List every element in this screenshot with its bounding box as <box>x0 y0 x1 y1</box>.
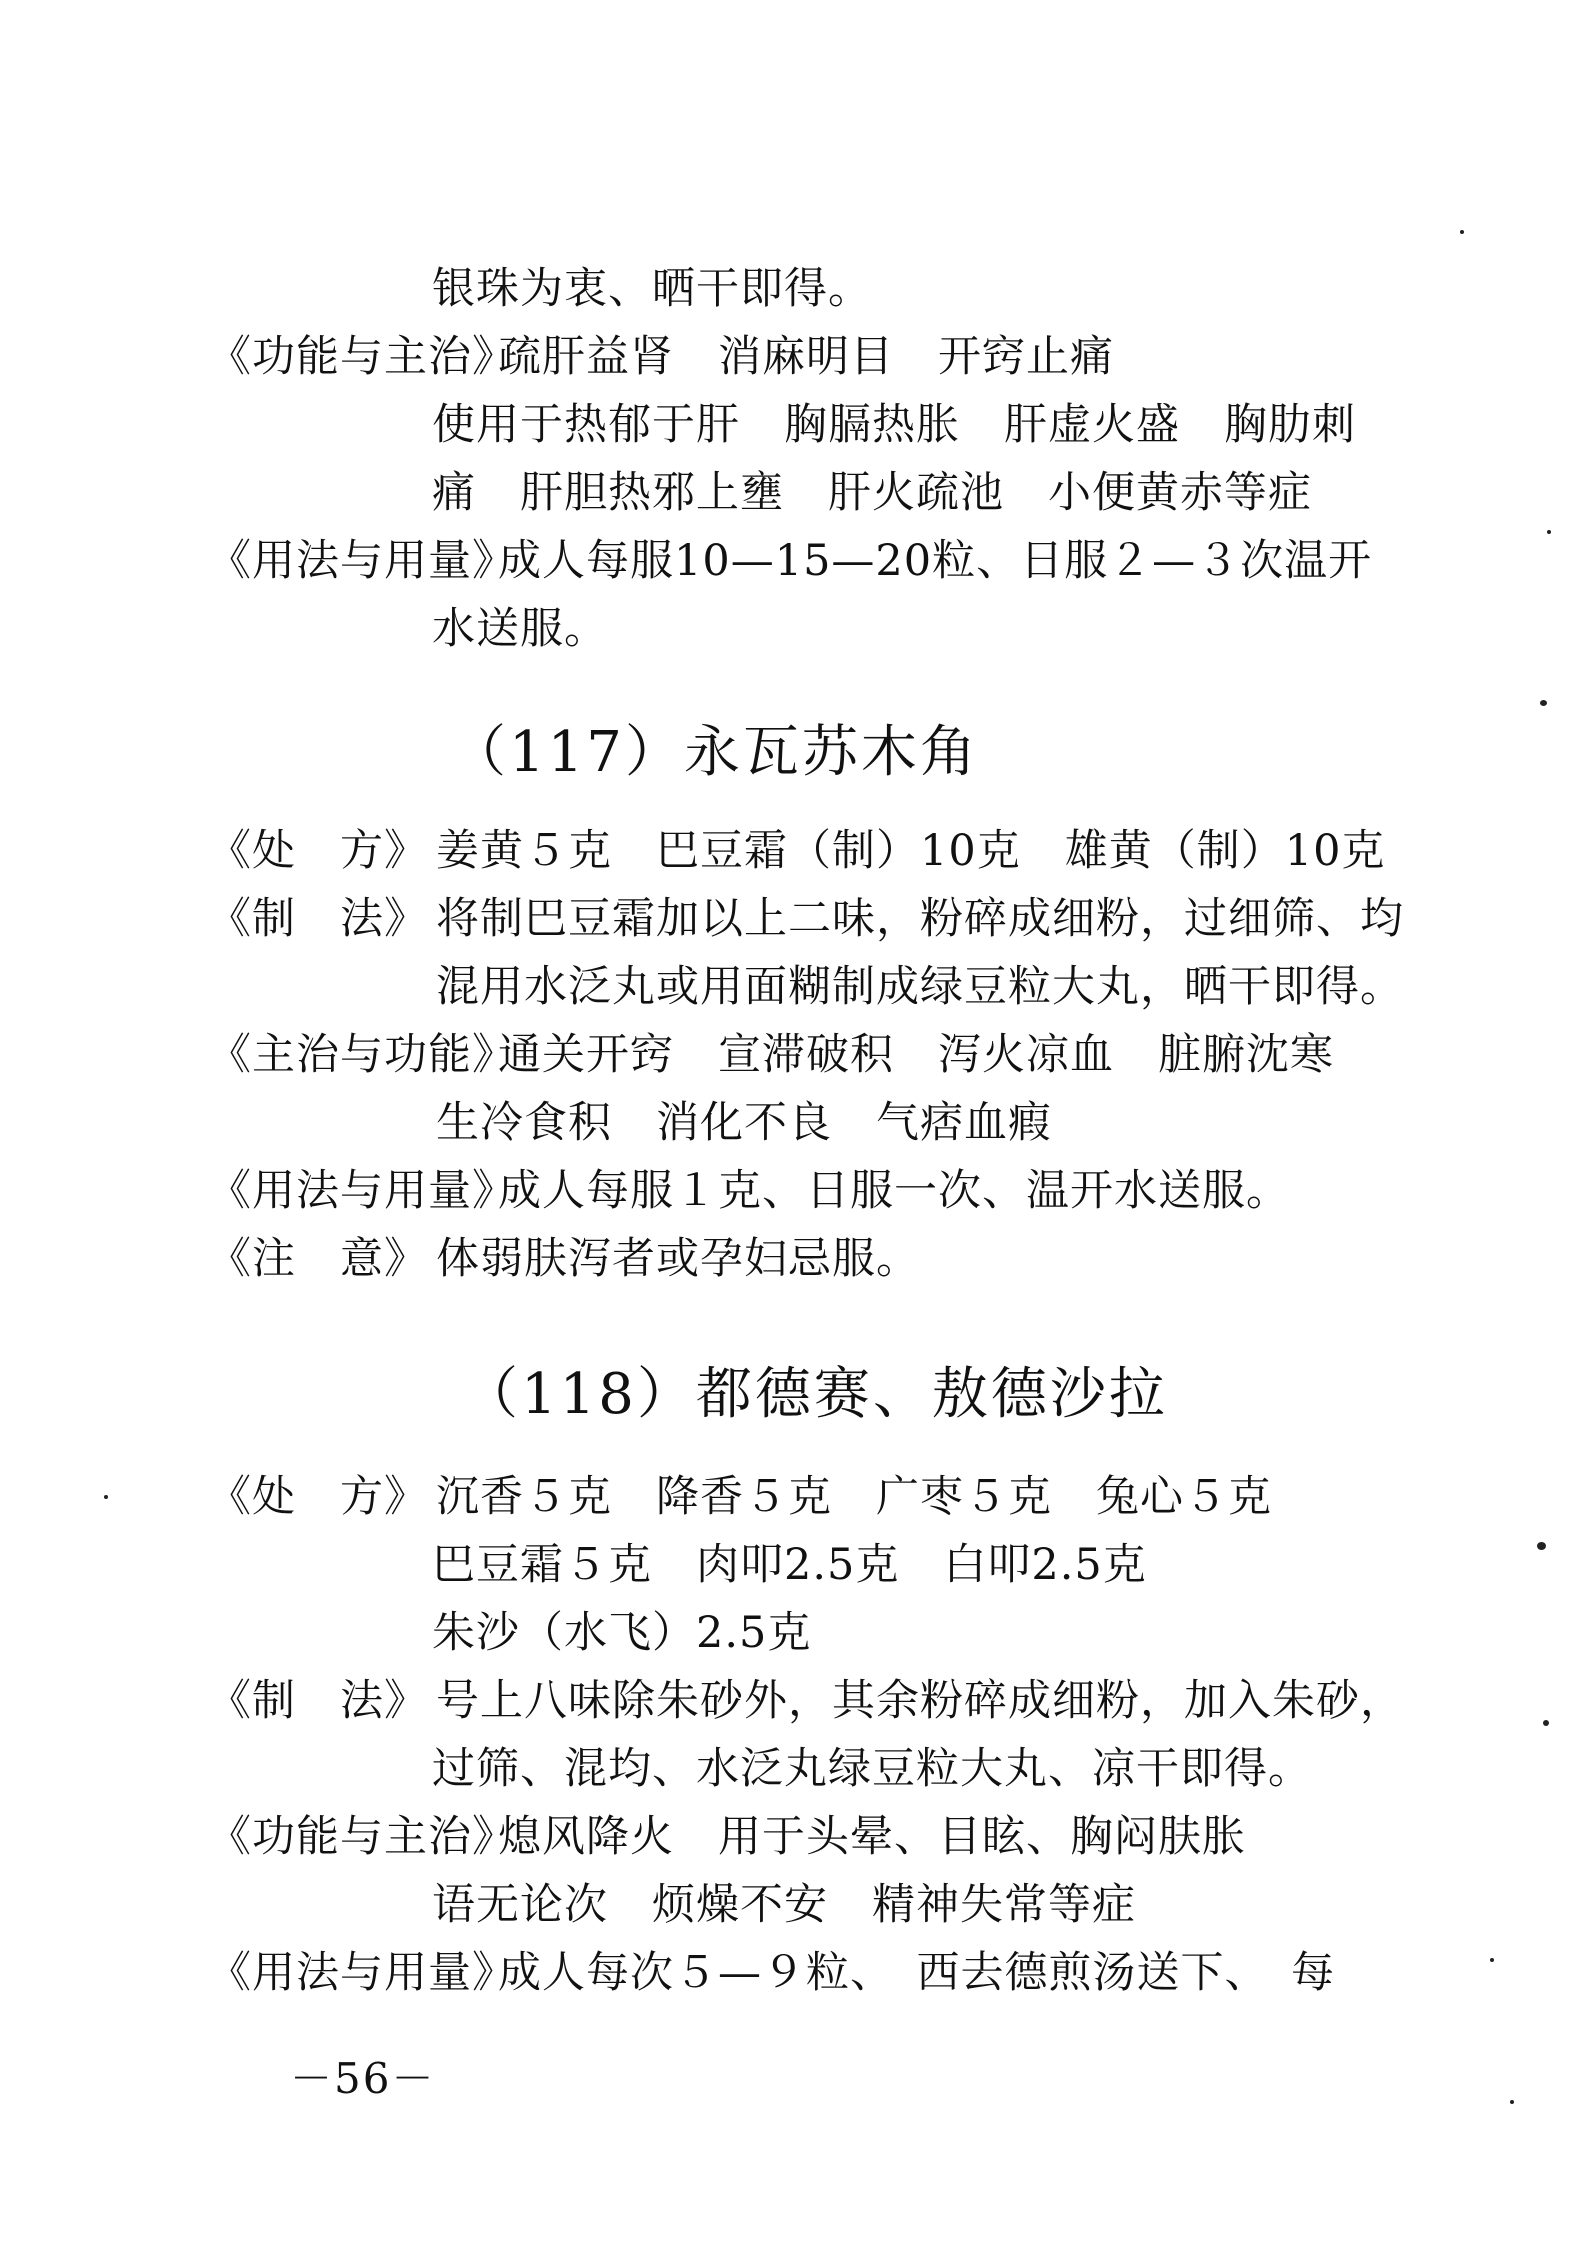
usage-label: 《用法与用量》 <box>208 1166 516 1216</box>
top-function-line-2: 使用于热郁于肝 胸膈热胀 肝虚火盛 胸肋刺 <box>432 400 1356 450</box>
entry-117-usage-row <box>208 1164 1290 1218</box>
scan-speck <box>1547 530 1551 534</box>
entry-118-usage-row <box>208 1946 1335 2000</box>
entry-118-method-line-2: 过筛、混均、水泛丸绿豆粒大丸、凉干即得。 <box>432 1744 1312 1794</box>
page-number: －56－ <box>290 2054 436 2103</box>
prescription-text: 姜黄５克 巴豆霜（制）10克 雄黄（制）10克 <box>436 826 1386 876</box>
scan-speck <box>1510 2100 1514 2104</box>
top-usage-row <box>208 534 1372 588</box>
entry-118-prescription-row <box>208 1470 1272 1524</box>
scan-speck <box>1543 1720 1549 1726</box>
usage-label: 《用法与用量》 <box>208 1948 516 1998</box>
method-label: 《制 法》 <box>208 1676 428 1726</box>
scan-speck <box>1537 1542 1546 1550</box>
usage-text: 成人每服１克、日服一次、温开水送服。 <box>498 1166 1290 1216</box>
entry-117-prescription-row <box>208 824 1385 878</box>
scan-speck <box>1490 1958 1494 1962</box>
entry-117-indication-row <box>208 1028 1334 1082</box>
prescription-line-1: 沉香５克 降香５克 广枣５克 兔心５克 <box>436 1472 1272 1522</box>
entry-118-function-line-2: 语无论次 烦燥不安 精神失常等症 <box>432 1880 1136 1930</box>
entry-118-function-row <box>208 1810 1246 1864</box>
method-line-1: 号上八味除朱砂外，其余粉碎成细粉，加入朱砂， <box>436 1676 1404 1726</box>
method-line-1: 将制巴豆霜加以上二味，粉碎成细粉，过细筛、均 <box>436 894 1404 944</box>
entry-118-method-row <box>208 1674 1404 1728</box>
prescription-label: 《处 方》 <box>208 1472 428 1522</box>
function-label: 《功能与主治》 <box>208 1812 516 1862</box>
entry-117-indication-line-2: 生冷食积 消化不良 气痞血瘕 <box>436 1098 1052 1148</box>
entry-117-heading: （117）永瓦苏木角 <box>450 720 979 785</box>
prescription-label: 《处 方》 <box>208 826 428 876</box>
entry-118-prescription-line-2: 巴豆霜５克 肉叩2.5克 白叩2.5克 <box>432 1540 1147 1590</box>
scan-speck <box>104 1495 108 1499</box>
method-label: 《制 法》 <box>208 894 428 944</box>
entry-118-prescription-line-3: 朱沙（水飞）2.5克 <box>432 1608 812 1658</box>
function-label: 《功能与主治》 <box>208 332 516 382</box>
caution-label: 《注 意》 <box>208 1234 428 1284</box>
indication-line-1: 通关开窍 宣滞破积 泻火凉血 脏腑沈寒 <box>498 1030 1334 1080</box>
caution-text: 体弱肤泻者或孕妇忌服。 <box>436 1234 920 1284</box>
function-line-1: 疏肝益肾 消麻明目 开窍止痛 <box>498 332 1114 382</box>
scan-speck <box>1460 230 1464 234</box>
usage-label: 《用法与用量》 <box>208 536 516 586</box>
top-line-1: 银珠为衷、晒干即得。 <box>432 264 872 314</box>
entry-117-method-row <box>208 892 1404 946</box>
top-function-line-3: 痛 肝胆热邪上壅 肝火疏池 小便黄赤等症 <box>432 468 1312 518</box>
top-function-row <box>208 330 1114 384</box>
entry-118-heading: （118）都德赛、敖德沙拉 <box>462 1362 1168 1427</box>
function-line-1: 熄风降火 用于头晕、目眩、胸闷肤胀 <box>498 1812 1246 1862</box>
usage-text: 成人每次５—９粒、 西去德煎汤送下、 每 <box>498 1948 1335 1998</box>
top-usage-line-2: 水送服。 <box>432 604 608 654</box>
entry-117-method-line-2: 混用水泛丸或用面糊制成绿豆粒大丸，晒干即得。 <box>436 962 1404 1012</box>
scan-speck <box>1540 700 1547 706</box>
entry-117-caution-row <box>208 1232 920 1286</box>
usage-line-1: 成人每服10—15—20粒、日服２—３次温开 <box>498 536 1373 586</box>
indication-label: 《主治与功能》 <box>208 1030 516 1080</box>
